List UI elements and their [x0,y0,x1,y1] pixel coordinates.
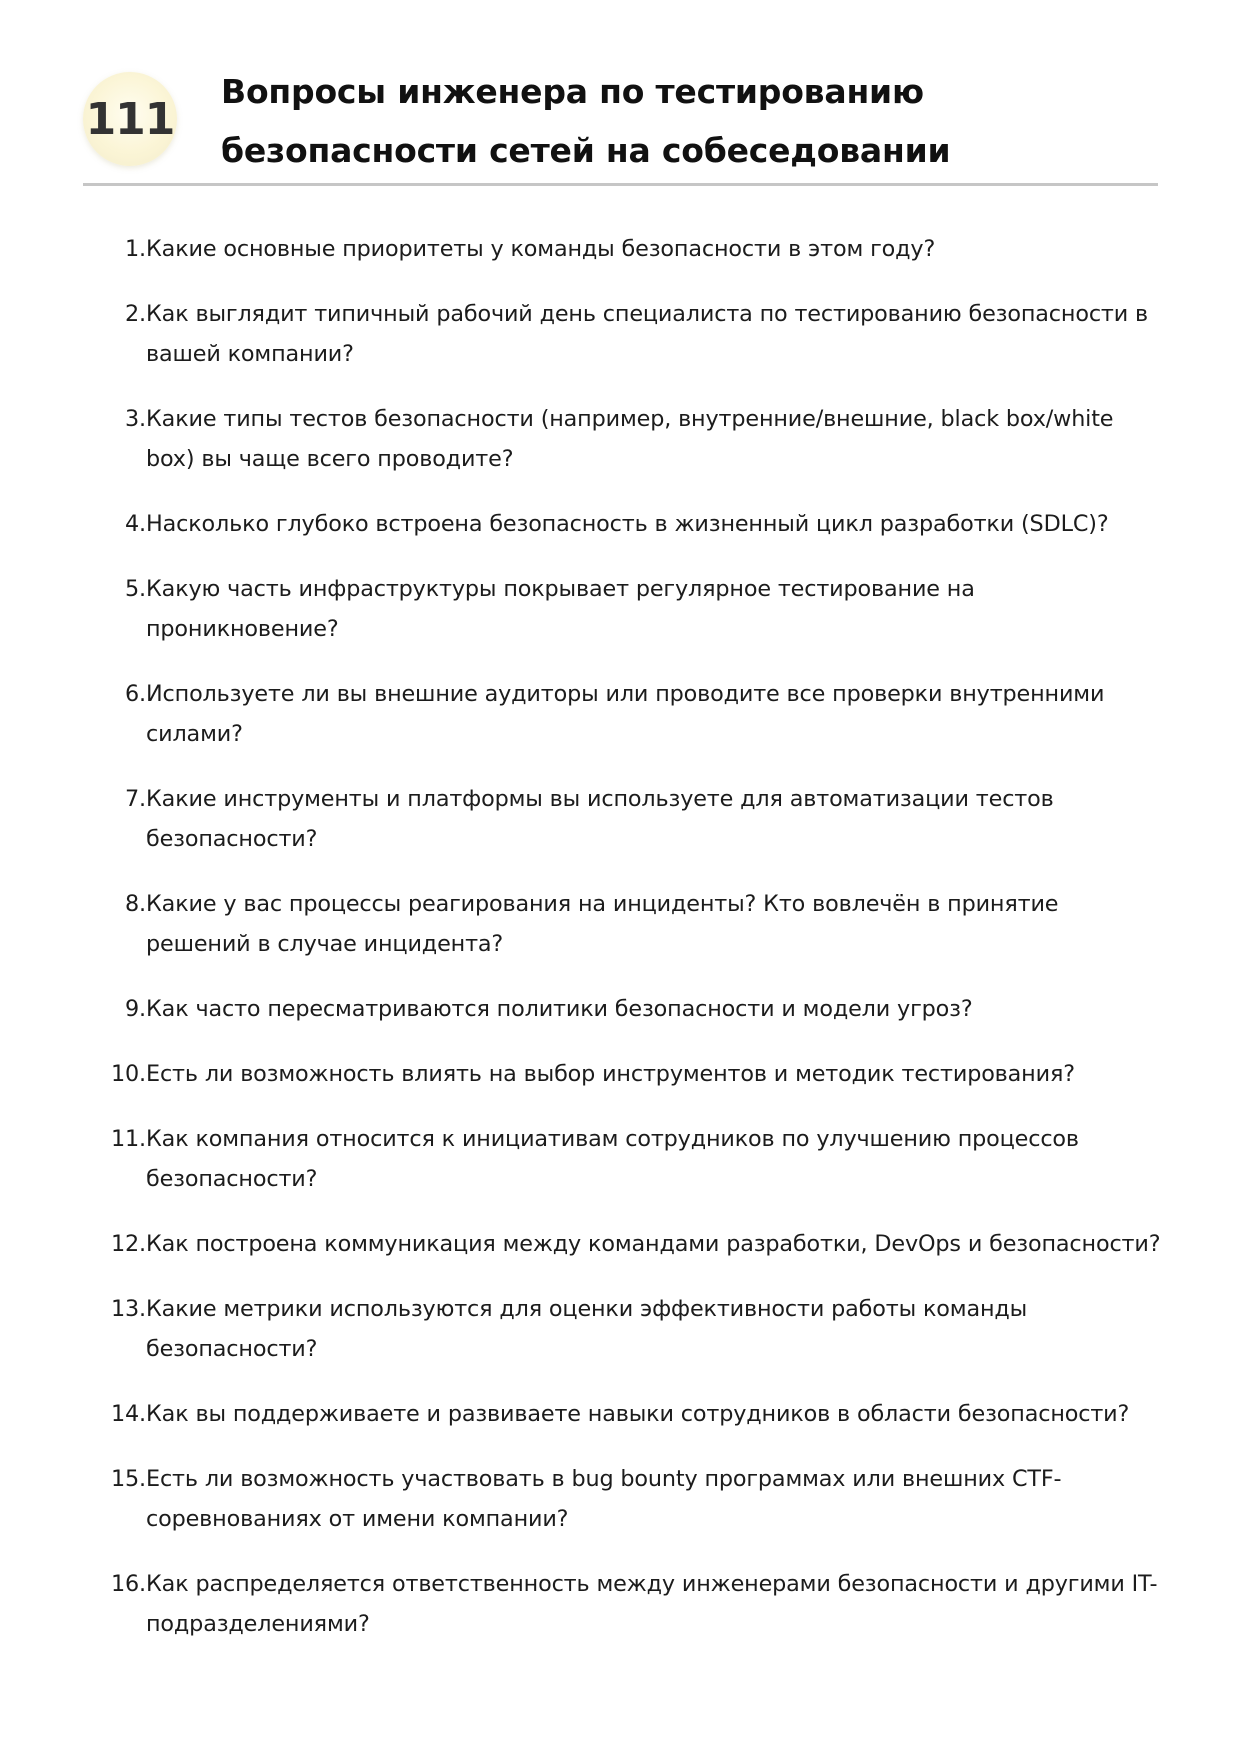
question-number: 14. [110,1401,146,1427]
question-text: Как компания относится к инициативам сотрудников по улучшению процессов безопасности? [146,1126,1079,1192]
question-text: Есть ли возможность участвовать в bug bounty программах или внешних CTF-соревнованиях от имени компании? [146,1466,1062,1532]
question-text: Какие типы тестов безопасности (например, внутренние/внешние, black box/white box) вы чаще всего проводите? [146,406,1114,472]
question-item [96,399,1166,479]
question-number: 13. [110,1296,146,1322]
question-item [96,1119,1166,1199]
question-number: 3. [125,406,146,432]
question-text: Какие основные приоритеты у команды безопасности в этом году? [146,236,936,262]
question-text: Какие метрики используются для оценки эффективности работы команды безопасности? [146,1296,1028,1362]
question-text: Как построена коммуникация между командами разработки, DevOps и безопасности? [146,1231,1161,1257]
question-text: Насколько глубоко встроена безопасность в жизненный цикл разработки (SDLC)? [146,511,1109,537]
question-item [96,674,1166,754]
question-number: 6. [125,681,146,707]
question-number: 2. [125,301,146,327]
question-number: 4. [125,511,146,537]
page-header [83,58,1158,186]
question-text: Используете ли вы внешние аудиторы или проводите все проверки внутренними силами? [146,681,1105,747]
question-number: 11. [110,1126,146,1152]
question-text: Какую часть инфраструктуры покрывает регулярное тестирование на проникновение? [146,576,975,642]
question-number: 7. [125,786,146,812]
question-text: Как распределяется ответственность между инженерами безопасности и другими IT-подразделениями? [146,1571,1158,1637]
question-item [96,1054,1166,1094]
page-title-line1: Вопросы инженера по тестированию [221,72,924,111]
question-number: 5. [125,576,146,602]
number-badge: 111 [83,72,177,166]
question-item [96,884,1166,964]
question-item [96,1289,1166,1369]
question-text: Есть ли возможность влиять на выбор инструментов и методик тестирования? [146,1061,1075,1087]
question-item [96,1564,1166,1644]
page-title-line2: безопасности сетей на собеседовании [221,131,951,170]
question-number: 10. [110,1061,146,1087]
questions-list [96,229,1166,1669]
question-text: Какие инструменты и платформы вы используете для автоматизации тестов безопасности? [146,786,1054,852]
question-number: 16. [110,1571,146,1597]
question-item [96,504,1166,544]
question-text: Как часто пересматриваются политики безопасности и модели угроз? [146,996,973,1022]
question-item [96,1394,1166,1434]
question-text: Как вы поддерживаете и развиваете навыки сотрудников в области безопасности? [146,1401,1130,1427]
question-number: 9. [125,996,146,1022]
question-number: 12. [110,1231,146,1257]
question-item [96,569,1166,649]
question-item [96,1459,1166,1539]
question-item [96,1224,1166,1264]
question-item [96,294,1166,374]
question-number: 15. [110,1466,146,1492]
question-number: 8. [125,891,146,917]
page-title [221,62,1151,180]
question-item [96,229,1166,269]
question-item [96,989,1166,1029]
question-text: Как выглядит типичный рабочий день специалиста по тестированию безопасности в вашей компании? [146,301,1149,367]
question-number: 1. [125,236,146,262]
question-text: Какие у вас процессы реагирования на инциденты? Кто вовлечён в принятие решений в случае инцидента? [146,891,1059,957]
question-item [96,779,1166,859]
